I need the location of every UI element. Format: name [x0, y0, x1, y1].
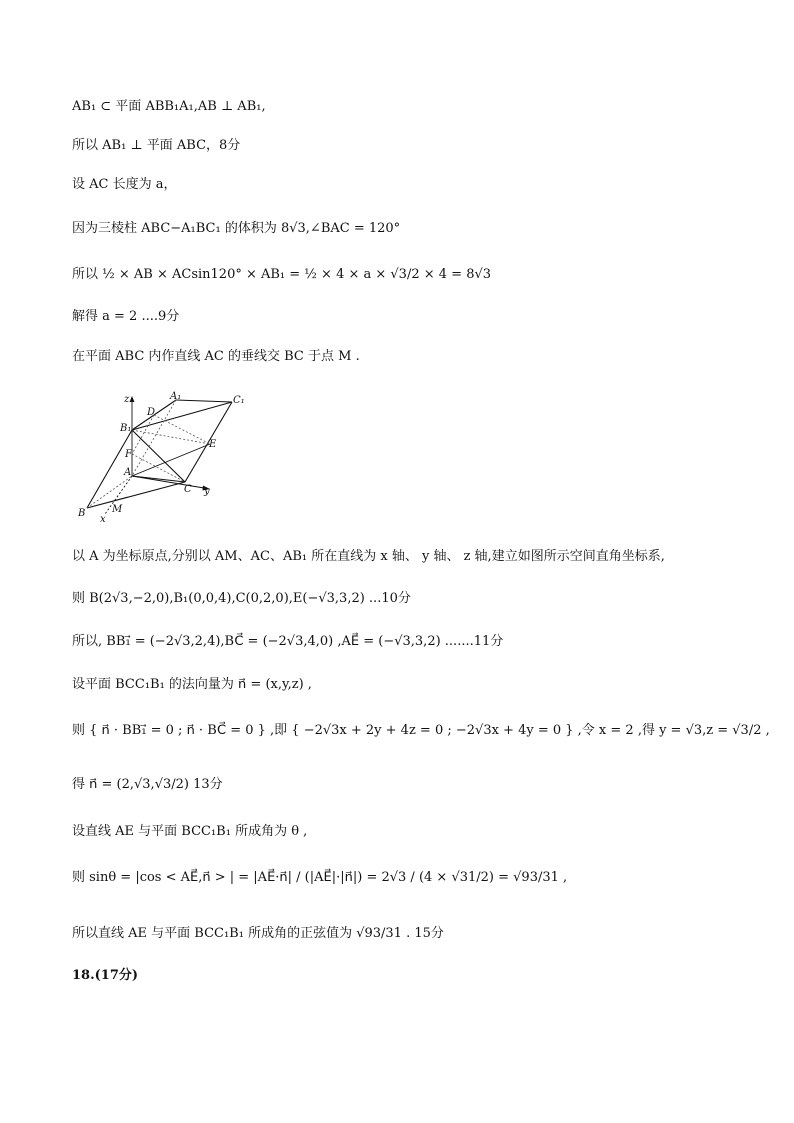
label-C1: C₁: [233, 395, 245, 406]
label-D: D: [147, 407, 156, 418]
label-x: x: [100, 514, 106, 525]
prism-diagram: [70, 388, 260, 528]
hidden-BA: [87, 476, 132, 508]
solution-line-4: 因为三棱柱 ABC−A₁BC₁ 的体积为 8√3,∠BAC = 120°: [72, 221, 401, 236]
hidden-FC: [132, 454, 185, 482]
solution-line-12: 则 { n⃗ · BB₁⃗ = 0 ; n⃗ · BC⃗ = 0 } ,即 { −2√3x + 2y + 4z = 0 ; −2√3x + 4y = 0 } ,令 x = 2 ,得 y = √3,z = √3/2 ,: [72, 723, 770, 738]
solution-line-11: 设平面 BCC₁B₁ 的法向量为 n⃗ = (x,y,z) ,: [72, 677, 312, 692]
z-axis-arrow: [130, 396, 135, 402]
label-C: C: [184, 484, 192, 495]
prism-coordinate-figure: [70, 388, 260, 528]
label-E: E: [209, 439, 217, 450]
label-A1: A₁: [170, 391, 182, 402]
solution-line-5: 所以 ½ × AB × ACsin120° × AB₁ = ½ × 4 × a × √3/2 × 4 = 8√3: [72, 267, 492, 282]
hidden-DE: [154, 415, 210, 444]
label-M: M: [112, 504, 123, 515]
solution-line-1: AB₁ ⊂ 平面 ABB₁A₁,AB ⊥ AB₁,: [72, 99, 266, 114]
edge-A1C1: [176, 400, 232, 402]
solution-line-3: 设 AC 长度为 a，: [72, 177, 177, 192]
solution-line-9: 则 B(2√3,−2,0),B₁(0,0,4),C(0,2,0),E(−√3,3,2) ...10分: [72, 591, 411, 606]
solution-line-6: 解得 a = 2 ....9分: [72, 309, 180, 324]
label-z: z: [124, 394, 130, 405]
label-F: F: [125, 449, 132, 460]
label-y: y: [204, 486, 210, 497]
label-B: B: [78, 508, 86, 519]
solution-line-10: 所以, BB₁⃗ = (−2√3,2,4),BC⃗ = (−2√3,4,0) ,AE⃗ = (−√3,3,2) .......11分: [72, 634, 504, 649]
solution-line-14: 设直线 AE 与平面 BCC₁B₁ 所成角为 θ ,: [72, 824, 308, 839]
edge-BC: [87, 482, 185, 508]
question-heading: 18.(17分): [72, 968, 139, 983]
solution-line-7: 在平面 ABC 内作直线 AC 的垂线交 BC 于点 M .: [72, 349, 360, 364]
solution-line-16: 所以直线 AE 与平面 BCC₁B₁ 所成角的正弦值为 √93/31 . 15分: [72, 926, 444, 941]
edge-AC: [132, 476, 185, 482]
label-A: A: [124, 467, 132, 478]
solution-line-13: 得 n⃗ = (2,√3,√3/2) 13分: [72, 777, 223, 792]
solution-line-15: 则 sinθ = |cos < AE⃗,n⃗ > | = |AE⃗·n⃗| / (|AE⃗|·|n⃗|) = 2√3 / (4 × √31/2) = √93/31 ,: [72, 870, 568, 885]
solution-line-2: 所以 AB₁ ⊥ 平面 ABC，8分: [72, 138, 241, 153]
solution-line-8: 以 A 为坐标原点,分别以 AM、AC、AB₁ 所在直线为 x 轴、 y 轴、 z 轴,建立如图所示空间直角坐标系,: [72, 549, 665, 564]
label-B1: B₁: [120, 423, 132, 434]
